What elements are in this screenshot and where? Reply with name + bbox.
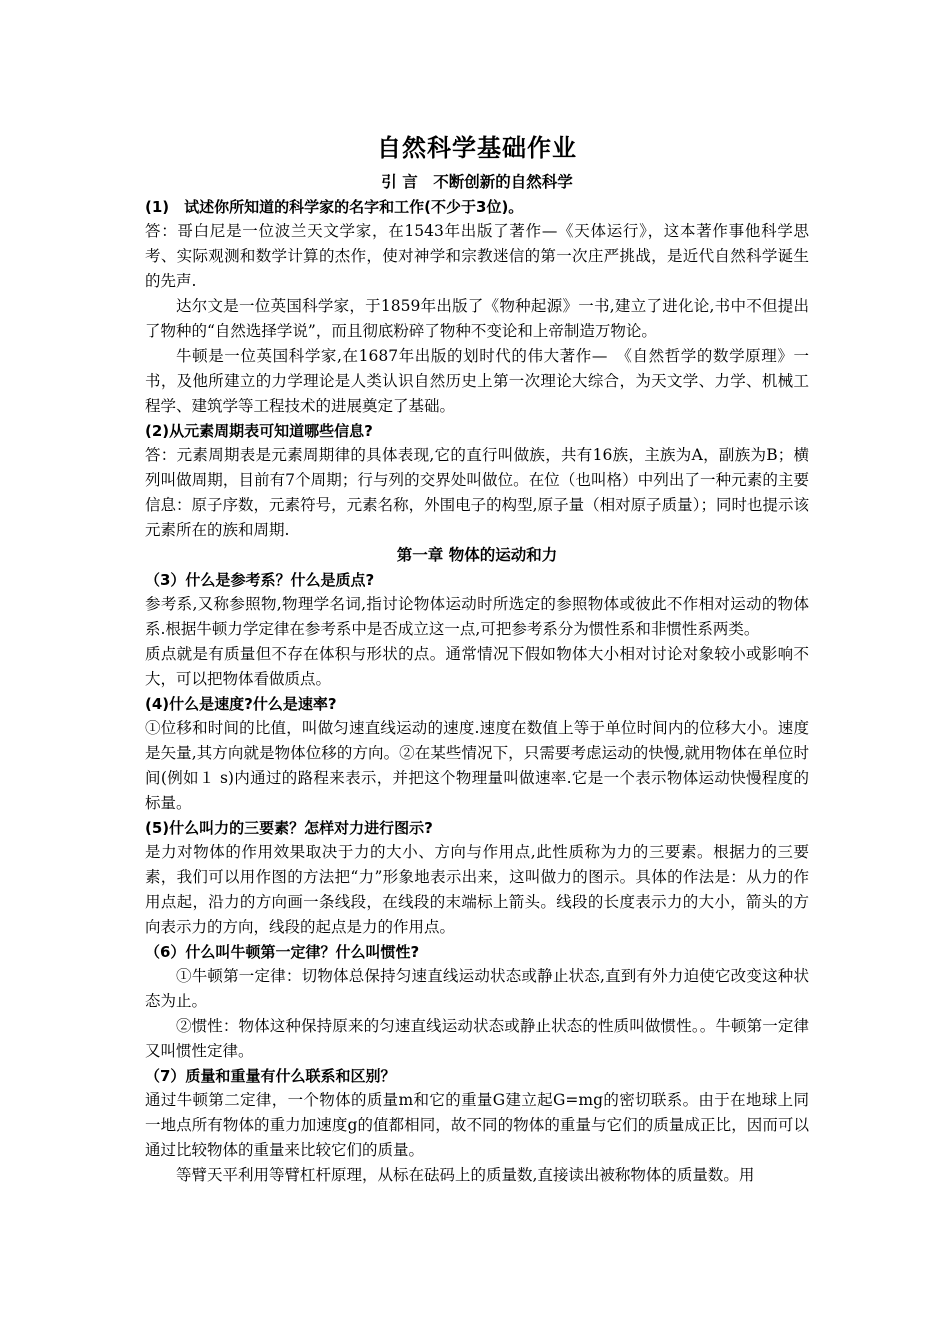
answer-3-reference-frame: 参考系,又称参照物,物理学名词,指讨论物体运动时所选定的参照物体或彼此不作相对运动的物体系.根据牛顿力学定律在参考系中是否成立这一点,可把参考系分为惯性系和非惯性系两类。 — [145, 595, 809, 638]
answer-3-point-mass: 质点就是有质量但不存在体积与形状的点。通常情况下假如物体大小相对讨论对象较小或影响不大，可以把物体看做质点。 — [145, 645, 809, 688]
answer-4: ①位移和时间的比值，叫做匀速直线运动的速度.速度在数值上等于单位时间内的位移大小。速度是矢量,其方向就是物体位移的方向。②在某些情况下，只需要考虑运动的快慢,就用物体在单位时间(例如１ s)内通过的路程来表示，并把这个物理量叫做速率.它是一个表示物体运动快慢程度的标量。 — [145, 719, 809, 812]
answer-5: 是力对物体的作用效果取决于力的大小、方向与作用点,此性质称为力的三要素。根据力的三要素，我们可以用作图的方法把“力”形象地表示出来，这叫做力的图示。具体的作法是：从力的作用点起，沿力的方向画一条线段，在线段的末端标上箭头。线段的长度表示力的大小，箭头的方向表示力的方向，线段的起点是力的作用点。 — [145, 843, 809, 936]
question-6: （6）什么叫牛顿第一定律？什么叫惯性? — [145, 943, 420, 961]
answer-7-relation: 通过牛顿第二定律，一个物体的质量m和它的重量G建立起G=mg的密切联系。由于在地球上同一地点所有物体的重力加速度g的值都相同，故不同的物体的重量与它们的质量成正比，因而可以通过比较物体的重量来比较它们的质量。 — [145, 1091, 809, 1159]
question-4: (4)什么是速度?什么是速率? — [145, 695, 337, 713]
intro-heading: 引 言 不断创新的自然科学 — [381, 173, 573, 191]
question-7: （7）质量和重量有什么联系和区别？ — [145, 1067, 396, 1085]
question-1: (1) 试述你所知道的科学家的名字和工作(不少于3位)。 — [145, 198, 524, 216]
chapter-1-heading: 第一章 物体的运动和力 — [396, 546, 558, 564]
question-3: （3）什么是参考系？什么是质点? — [145, 571, 375, 589]
answer-1-copernicus: 答：哥白尼是一位波兰天文学家，在1543年出版了著作—《天体运行》，这本著作事他科学思考、实际观测和数学计算的杰作，使对神学和宗教迷信的第一次庄严挑战，是近代自然科学诞生的先声. — [145, 222, 809, 290]
answer-6-inertia: ②惯性：物体这种保持原来的匀速直线运动状态或静止状态的性质叫做惯性。。牛顿第一定律又叫惯性定律。 — [145, 1017, 809, 1060]
answer-1-newton: 牛顿是一位英国科学家,在1687年出版的划时代的伟大著作— 《自然哲学的数学原理》一书，及他所建立的力学理论是人类认识自然历史上第一次理论大综合，为天文学、力学、机械工程学、建筑学等工程技术的进展奠定了基础。 — [145, 347, 809, 415]
answer-2: 答：元素周期表是元素周期律的具体表现,它的直行叫做族，共有16族，主族为A，副族为B；横列叫做周期，目前有7个周期；行与列的交界处叫做位。在位（也叫格）中列出了一种元素的主要信息：原子序数，元素符号，元素名称，外围电子的构型,原子量（相对原子质量）；同时也提示该元素所在的族和周期. — [145, 446, 809, 539]
answer-6-first-law: ①牛顿第一定律：切物体总保持匀速直线运动状态或静止状态,直到有外力迫使它改变这种状态为止。 — [145, 967, 809, 1010]
document-page — [145, 130, 809, 1188]
document-title: 自然科学基础作业 — [377, 134, 577, 162]
answer-7-balance: 等臂天平利用等臂杠杆原理，从标在砝码上的质量数,直接读出被称物体的质量数。用 — [176, 1166, 755, 1184]
question-5: (5)什么叫力的三要素？怎样对力进行图示? — [145, 819, 433, 837]
answer-1-darwin: 达尔文是一位英国科学家，于1859年出版了《物种起源》一书,建立了进化论,书中不但提出了物种的“自然选择学说”，而且彻底粉碎了物种不变论和上帝制造万物论。 — [145, 297, 809, 340]
question-2: (2)从元素周期表可知道哪些信息? — [145, 422, 373, 440]
